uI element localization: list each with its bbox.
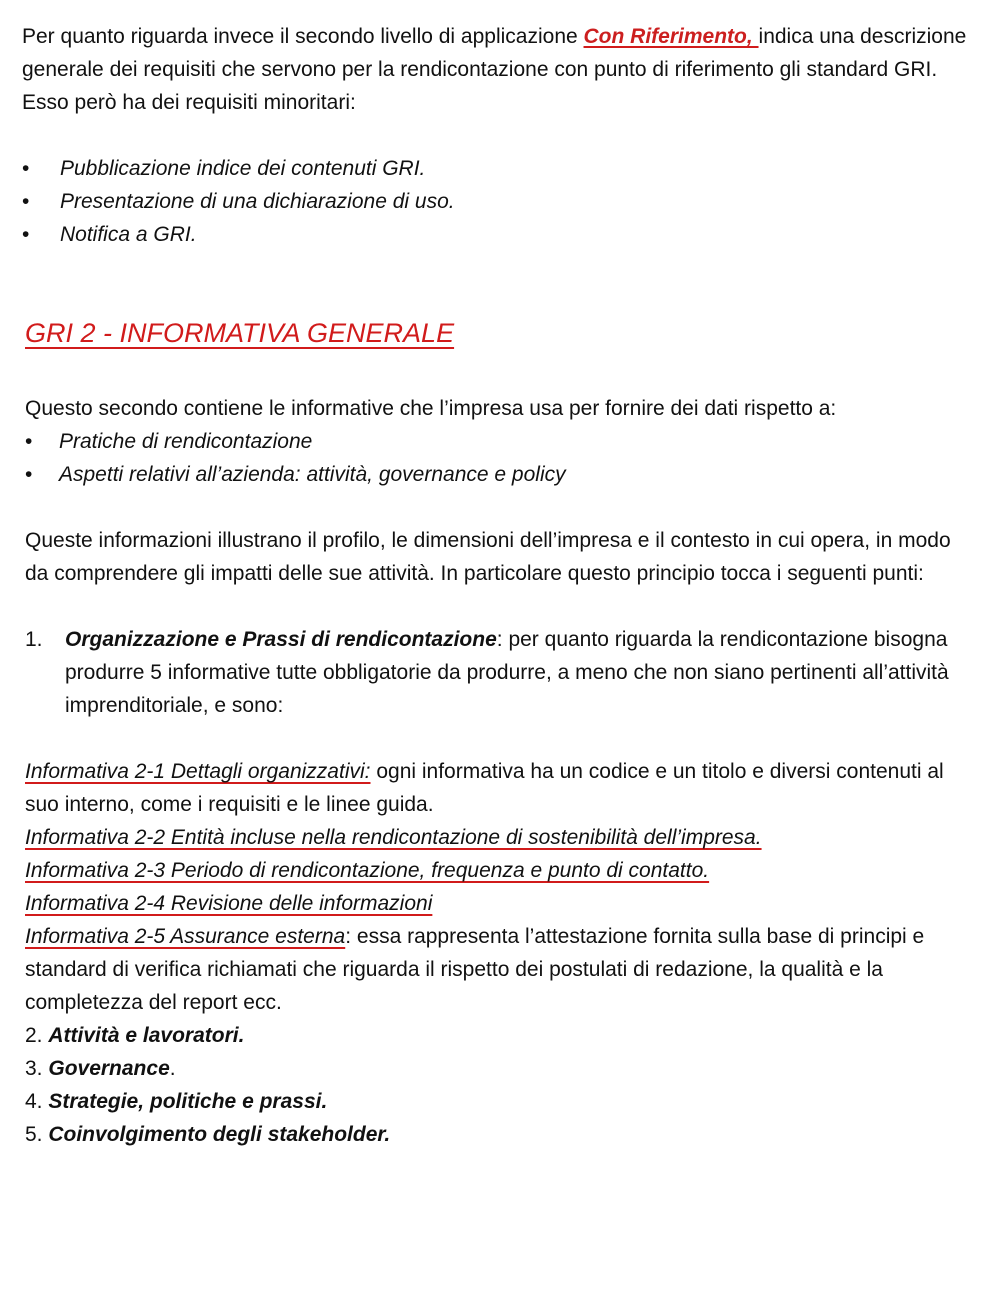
list-number: 2. xyxy=(25,1024,43,1047)
informative-item xyxy=(25,887,975,920)
bullet: • xyxy=(25,463,33,486)
point-title: Organizzazione e Prassi di rendicontazione xyxy=(65,628,497,651)
list-number: 4. xyxy=(25,1090,43,1113)
informative-item xyxy=(25,755,975,821)
list-item-text: Pratiche di rendicontazione xyxy=(59,430,313,453)
bullet: • xyxy=(25,430,33,453)
section-heading: GRI 2 - INFORMATIVA GENERALE xyxy=(25,318,455,348)
list-item xyxy=(25,623,975,722)
list-item-text: Aspetti relativi all’azienda: attività, governance e policy xyxy=(59,463,566,486)
point-1-list xyxy=(25,623,975,722)
informative-label: Informativa 2-3 Periodo di rendicontazione, frequenza e punto di contatto. xyxy=(25,859,710,882)
list-item-text: Notifica a GRI. xyxy=(60,223,197,246)
con-riferimento-highlight: Con Riferimento, xyxy=(583,25,759,48)
point-text: : per quanto riguarda la rendicontazione bisogna produrre 5 informative tutte obbligatorie da produrre, a meno che non siano pertinenti all’attività imprenditoriale, e sono: xyxy=(65,628,949,717)
informative-label: Informativa 2-4 Revisione delle informazioni xyxy=(25,892,433,915)
spacer xyxy=(25,491,975,524)
list-item xyxy=(22,152,975,185)
intro-text-after: indica una descrizione generale dei requisiti che servono per la rendicontazione con punto di riferimento gli standard GRI. Esso però ha dei requisiti minoritari: xyxy=(22,25,967,114)
profile-paragraph: Queste informazioni illustrano il profilo, le dimensioni dell’impresa e il contesto in cui opera, in modo da comprendere gli impatti delle sue attività. In particolare questo principio tocca i seguenti punti: xyxy=(25,529,951,585)
spacer xyxy=(25,722,975,755)
informative-item xyxy=(25,821,975,854)
list-item xyxy=(22,218,975,251)
list-item-text: Presentazione di una dichiarazione di uso. xyxy=(60,190,455,213)
requirements-list xyxy=(22,152,975,251)
informative-item xyxy=(25,920,975,1019)
spacer xyxy=(25,251,975,313)
bullet: • xyxy=(22,190,30,213)
bullet: • xyxy=(22,223,30,246)
document-page xyxy=(22,20,975,1151)
informative-label: Informativa 2-5 Assurance esterna xyxy=(25,925,346,948)
informative-label: Informativa 2-2 Entità incluse nella rendicontazione di sostenibilità dell’impresa. xyxy=(25,826,762,849)
informative-text: ogni informativa ha un codice e un titolo e diversi contenuti al suo interno, come i requisiti e le linee guida. xyxy=(25,760,944,816)
list-item xyxy=(22,185,975,218)
aspects-list xyxy=(25,425,975,491)
list-item xyxy=(25,1118,975,1151)
list-number: 5. xyxy=(25,1123,43,1146)
section-intro: Questo secondo contiene le informative che l’impresa usa per fornire dei dati rispetto a: xyxy=(25,397,837,420)
list-item xyxy=(25,458,975,491)
point-title: Governance xyxy=(48,1057,170,1080)
informative-label: Informativa 2-1 Dettagli organizzativi: xyxy=(25,760,371,783)
informative-text: : essa rappresenta l’attestazione fornita sulla base di principi e standard di verifica richiamati che riguarda il rispetto dei postulati di redazione, la qualità e la completezza del report ecc. xyxy=(25,925,925,1014)
intro-text-before: Per quanto riguarda invece il secondo livello di applicazione xyxy=(22,25,584,48)
spacer xyxy=(25,590,975,623)
point-title: Attività e lavoratori. xyxy=(48,1024,245,1047)
list-number: 3. xyxy=(25,1057,43,1080)
spacer xyxy=(25,119,975,152)
informative-list xyxy=(25,755,975,1019)
list-item xyxy=(25,1052,975,1085)
list-item-text: Pubblicazione indice dei contenuti GRI. xyxy=(60,157,426,180)
point-title: Strategie, politiche e prassi. xyxy=(48,1090,328,1113)
list-number: 1. xyxy=(25,628,43,651)
list-item xyxy=(25,1019,975,1052)
point-suffix: . xyxy=(169,1057,176,1080)
list-item xyxy=(25,425,975,458)
point-title: Coinvolgimento degli stakeholder. xyxy=(48,1123,391,1146)
informative-item xyxy=(25,854,975,887)
intro-paragraph xyxy=(22,20,975,119)
other-points-list xyxy=(25,1019,975,1151)
bullet: • xyxy=(22,157,30,180)
spacer xyxy=(25,353,975,392)
list-item xyxy=(25,1085,975,1118)
